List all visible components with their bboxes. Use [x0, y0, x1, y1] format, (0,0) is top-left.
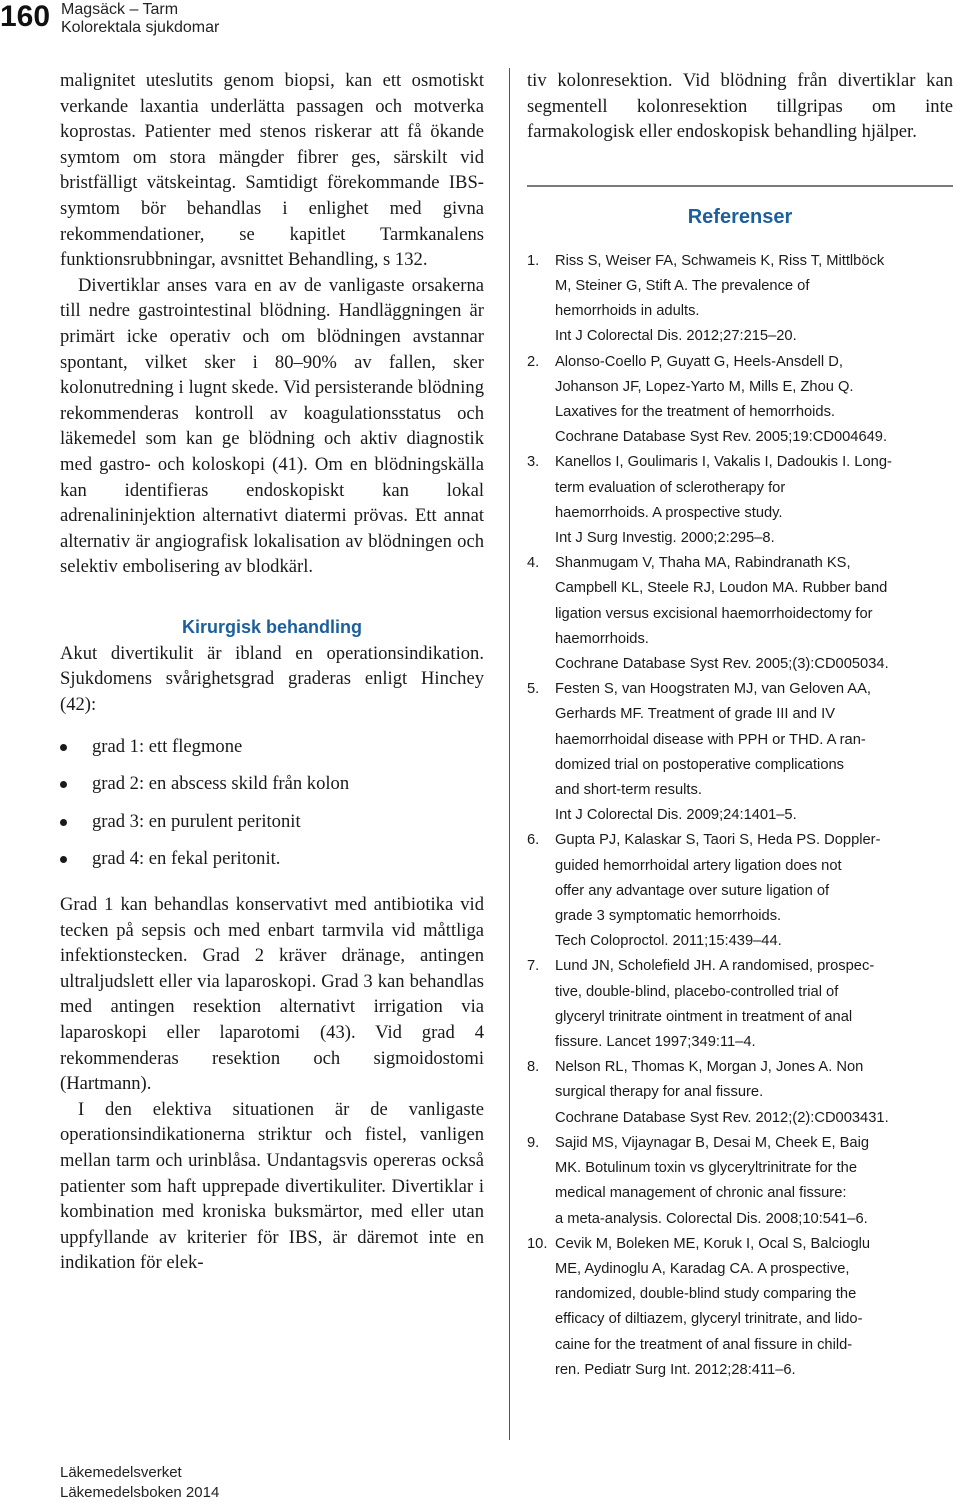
reference-text-line: and short-term results. — [555, 782, 702, 799]
reference-text-line: surgical therapy for anal fissure. — [555, 1084, 764, 1101]
reference-item — [527, 1131, 953, 1232]
reference-number: 4. — [527, 555, 540, 572]
reference-text-line: efficacy of diltiazem, glyceryl trinitrate, and lido- — [555, 1311, 863, 1328]
reference-item — [527, 828, 953, 954]
reference-text-line: Sajid MS, Vijaynagar B, Desai M, Cheek E, Baig — [555, 1134, 870, 1151]
running-head-section: Magsäck – Tarm — [61, 1, 179, 18]
references-divider — [527, 185, 953, 187]
references-heading: Referenser — [687, 205, 793, 228]
reference-text-line: ME, Aydinoglu A, Karadag CA. A prospective, — [555, 1260, 850, 1277]
list-item: grad 3: en purulent peritonit — [60, 803, 484, 841]
reference-text-line: Cochrane Database Syst Rev. 2012;(2):CD003431. — [555, 1109, 889, 1126]
reference-text-line: tive, double-blind, placebo-controlled trial of — [555, 983, 839, 1000]
reference-text-line: Cochrane Database Syst Rev. 2005;19:CD004649. — [555, 429, 888, 446]
reference-text-line: Int J Colorectal Dis. 2009;24:1401–5. — [555, 807, 797, 824]
reference-text-line: Laxatives for the treatment of hemorrhoids. — [555, 404, 836, 420]
bullet-icon — [60, 856, 67, 863]
reference-item — [527, 1232, 953, 1383]
reference-number: 10. — [527, 1235, 548, 1252]
list-item: grad 4: en fekal peritonit. — [60, 840, 484, 878]
reference-text-line: Int J Colorectal Dis. 2012;27:215–20. — [555, 328, 797, 345]
page-header — [0, 0, 400, 44]
body-paragraph: malignitet uteslutits genom biopsi, kan ett osmotiskt verkande laxantia underlätta passagen och motverka koprostas. Patienter med stenos riskerar att få ökande symtom om stora mängder fibrer ges, särskilt vid bristfälligt vätskeintag. Samtidigt förekommande IBS-symtom bör behandlas i enlighet med givna rekommendationer, se kapitlet Tarmkanalens funktionsrubbningar, avsnittet Behandling, s 132. — [60, 70, 484, 271]
reference-text-line: Gupta PJ, Kalaskar S, Taori S, Heda PS. Doppler- — [555, 832, 881, 849]
reference-item — [527, 450, 953, 551]
reference-text-line: Int J Surg Investig. 2000;2:295–8. — [555, 530, 775, 547]
reference-text-line: a meta-analysis. Colorectal Dis. 2008;10:541–6. — [555, 1210, 868, 1227]
reference-text-line: randomized, double-blind study comparing the — [555, 1286, 857, 1303]
reference-text-line: Tech Coloproctol. 2011;15:439–44. — [555, 933, 782, 950]
body-paragraph: I den elektiva situationen är de vanligaste operationsindikationerna striktur och fistel, vanligen mellan tarm och urinblåsa. Undantagsvis opereras också patienter som haft upprepade divertikuliter. Divertiklar i kombination med kroniska buksmärtor, med eller utan uppfyllande av kriterier för IBS, är däremot inte en indikation för elek- — [60, 1098, 484, 1274]
right-column — [527, 68, 953, 1383]
reference-text-line: Riss S, Weiser FA, Schwameis K, Riss T, Mittlböck — [555, 252, 885, 269]
body-paragraph: tiv kolonresektion. Vid blödning från divertiklar kan segmentell kolonresektion tillgripas om inte farmakologisk eller endoskopisk behandling hjälper. — [527, 70, 953, 143]
reference-text-line: Festen S, van Hoogstraten MJ, van Geloven AA, — [555, 681, 871, 698]
reference-text-line: Shanmugam V, Thaha MA, Rabindranath KS, — [555, 555, 851, 572]
reference-text-line: M, Steiner G, Stift A. The prevalence of — [555, 277, 810, 294]
list-item: grad 2: en abscess skild från kolon — [60, 765, 484, 803]
bullet-icon — [60, 781, 67, 788]
reference-number: 5. — [527, 681, 540, 698]
reference-number: 1. — [527, 252, 540, 269]
list-item: grad 1: ett flegmone — [60, 728, 484, 766]
reference-text-line: domized trial on postoperative complications — [555, 756, 845, 773]
reference-text-line: Cevik M, Boleken ME, Koruk I, Ocal S, Balcioglu — [555, 1235, 871, 1252]
reference-number: 7. — [527, 958, 540, 975]
reference-text-line: Johanson JF, Lopez-Yarto M, Mills E, Zhou Q. — [555, 378, 854, 395]
reference-text-line: Nelson RL, Thomas K, Morgan J, Jones A. Non — [555, 1059, 864, 1076]
reference-text-line: grade 3 symptomatic hemorrhoids. — [555, 908, 782, 925]
reference-text-line: fissure. Lancet 1997;349:11–4. — [555, 1034, 756, 1051]
reference-text-line: term evaluation of sclerotherapy for — [555, 479, 786, 496]
reference-text-line: Cochrane Database Syst Rev. 2005;(3):CD005034. — [555, 656, 889, 673]
reference-text-line: haemorrhoids. — [555, 630, 649, 647]
bullet-icon — [60, 744, 67, 751]
reference-list — [527, 249, 953, 1383]
reference-text-line: Alonso-Coello P, Guyatt G, Heels-Ansdell D, — [555, 353, 843, 370]
reference-text-line: haemorrhoids. A prospective study. — [555, 504, 783, 521]
reference-number: 2. — [527, 353, 540, 370]
reference-text-line: ligation versus excisional haemorrhoidectomy for — [555, 605, 873, 622]
reference-text-line: medical management of chronic anal fissure: — [555, 1185, 847, 1202]
reference-text-line: caine for the treatment of anal fissure in child- — [555, 1336, 853, 1353]
reference-number: 8. — [527, 1059, 540, 1076]
left-column — [60, 68, 484, 1276]
reference-item — [527, 677, 953, 828]
running-head-chapter: Kolorektala sjukdomar — [61, 19, 220, 36]
reference-text-line: Kanellos I, Goulimaris I, Vakalis I, Dadoukis I. Long- — [555, 454, 892, 471]
reference-text-line: haemorrhoidal disease with PPH or THD. A ran- — [555, 731, 866, 748]
reference-text-line: Lund JN, Scholefield JH. A randomised, prospec- — [555, 958, 875, 975]
reference-item — [527, 551, 953, 677]
reference-item — [527, 954, 953, 1055]
reference-text-line: Gerhards MF. Treatment of grade III and IV — [555, 706, 836, 723]
footer-book: Läkemedelsboken 2014 — [60, 1484, 220, 1501]
body-paragraph: Akut divertikulit är ibland en operationsindikation. Sjukdomens svårighetsgrad graderas enligt Hinchey (42): — [60, 642, 484, 716]
reference-text-line: MK. Botulinum toxin vs glyceryltrinitrate for the — [555, 1160, 858, 1177]
column-divider — [509, 68, 510, 1440]
running-head — [61, 1, 219, 37]
reference-text-line: offer any advantage over suture ligation of — [555, 882, 830, 899]
reference-item — [527, 249, 953, 350]
reference-text-line: ren. Pediatr Surg Int. 2012;28:411–6. — [555, 1361, 796, 1378]
bullet-icon — [60, 819, 67, 826]
reference-number: 6. — [527, 832, 540, 849]
reference-item — [527, 1055, 953, 1131]
reference-number: 9. — [527, 1134, 540, 1151]
body-paragraph: Divertiklar anses vara en av de vanligaste orsakerna till nedre gastrointestinal blödning. Handläggningen är primärt icke operativ och om blödningen avstannar spontant, vilket sker i 80–90% av fallen, sker kolonutredning i lugnt skede. Vid persisterande blödning rekommenderas kontroll av koagulationsstatus och läkemedel som kan ge blödning och aktiv diagnostik med gastro- och koloskopi (41). Om en blödningskälla kan identifieras endoskopiskt kan lokal adrenalininjektion alternativt diatermi prövas. Ett annat alternativ är angiografisk lokalisation av blödningen och selektiv embolisering av blodkärl. — [60, 274, 484, 578]
page-number: 160 — [0, 0, 51, 33]
body-paragraph: Grad 1 kan behandlas konservativt med antibiotika vid tecken på sepsis och med enbart tarmvila vid måttliga infektionstecken. Grad 2 kräver dränage, antingen ultraljudslett eller via laparoskopi. Grad 3 kan behandlas med antingen resektion alternativt irrigation via laparoskopi eller laparotomi (43). Vid grad 4 rekommenderas resektion och sigmoidostomi (Hartmann). — [60, 894, 484, 1095]
reference-text-line: Campbell KL, Steele RJ, Loudon MA. Rubber band — [555, 580, 888, 597]
reference-item — [527, 350, 953, 451]
section-heading: Kirurgisk behandling — [181, 616, 363, 637]
footer-publisher: Läkemedelsverket — [60, 1464, 182, 1481]
reference-number: 3. — [527, 454, 540, 471]
reference-text-line: guided hemorrhoidal artery ligation does not — [555, 857, 842, 874]
reference-text-line: hemorrhoids in adults. — [555, 303, 700, 320]
reference-text-line: glyceryl trinitrate ointment in treatment of anal — [555, 1008, 853, 1025]
hinchey-grade-list — [60, 728, 484, 878]
page-footer — [60, 1463, 219, 1503]
